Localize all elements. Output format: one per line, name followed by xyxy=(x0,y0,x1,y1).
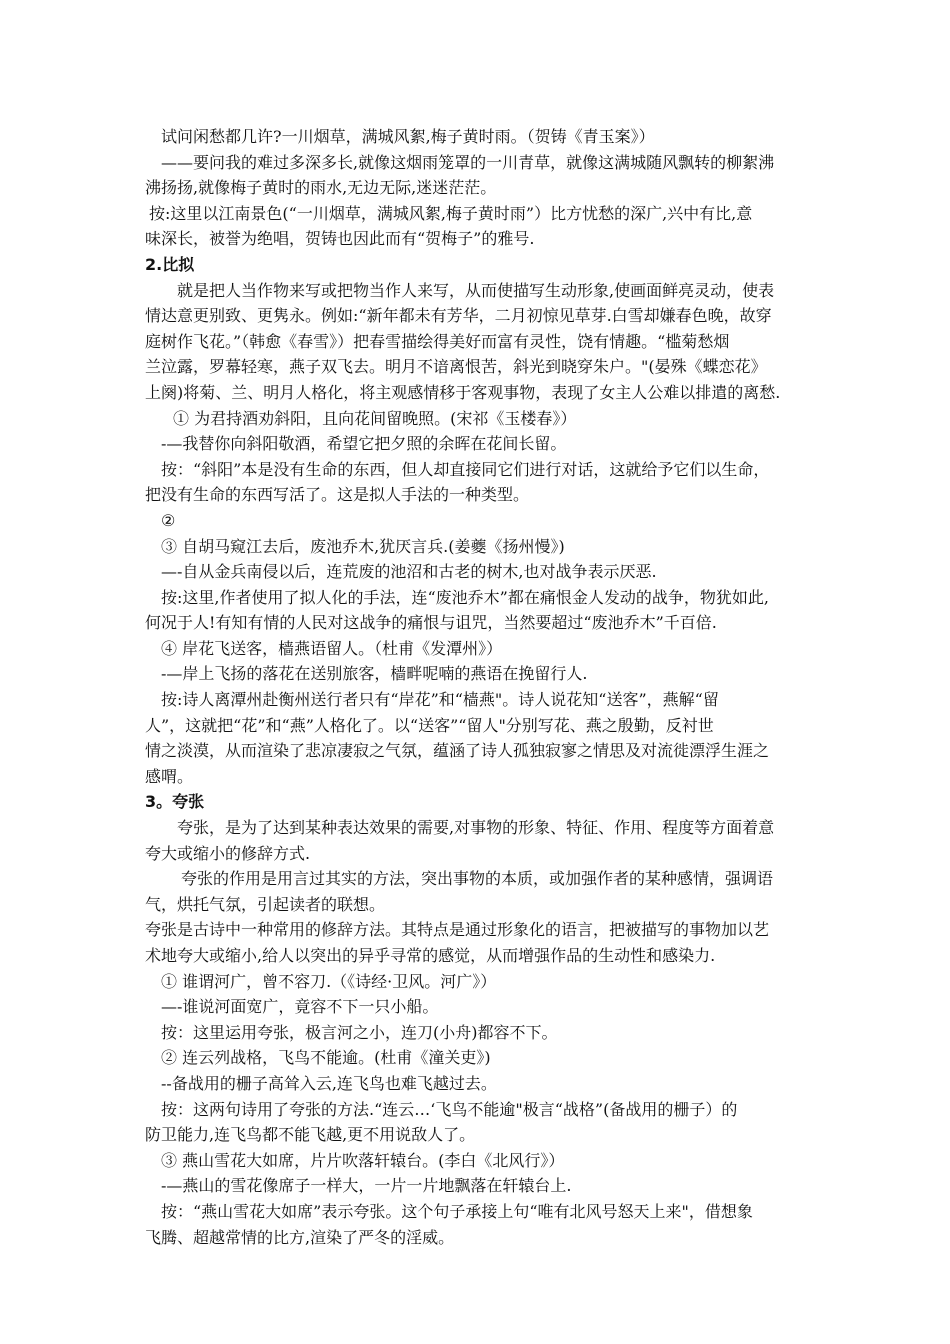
note-line: 按：这里运用夸张，极言河之小，连刀(小舟)都容不下。 xyxy=(161,1022,558,1042)
note-line: 味深长，被誉为绝唱，贺铸也因此而有“贺梅子”的雅号. xyxy=(145,229,535,249)
translation-line: —-谁说河面宽广，竟容不下一只小船。 xyxy=(161,997,439,1017)
body-line: 夸张的作用是用言过其实的方法，突出事物的本质，或加强作者的某种感情，强调语 xyxy=(181,869,774,889)
example-quote: ② 连云列战格，飞鸟不能逾。(杜甫《潼关吏》) xyxy=(161,1048,491,1068)
translation-line: -—岸上飞扬的落花在送别旅客，樯畔呢喃的燕语在挽留行人. xyxy=(161,664,588,684)
body-line: 夸张是古诗中一种常用的修辞方法。其特点是通过形象化的语言，把被描写的事物加以艺 xyxy=(145,920,770,940)
example-quote: ③ 自胡马窥江去后，废池乔木,犹厌言兵.(姜夔《扬州慢》) xyxy=(161,536,565,556)
body-line: 兰泣露，罗幕轻寒，燕子双飞去。明月不谙离恨苦，斜光到晓穿朱户。"(晏殊《蝶恋花》 xyxy=(145,357,767,377)
note-line: 按:这里,作者使用了拟人化的手法，连“废池乔木”都在痛恨金人发动的战争，物犹如此, xyxy=(161,587,769,607)
note-line: 按:诗人离潭州赴衡州送行者只有“岸花”和“樯燕"。诗人说花知“送客”，燕解“留 xyxy=(161,690,719,710)
note-line: 把没有生命的东西写活了。这是拟人手法的一种类型。 xyxy=(145,485,530,505)
body-line: 夸张，是为了达到某种表达效果的需要,对事物的形象、特征、作用、程度等方面着意 xyxy=(177,818,775,838)
section-heading-hyperbole: 3。夸张 xyxy=(145,792,205,812)
poem-quote-qingyuan: 试问闲愁都几许?一川烟草，满城风絮,梅子黄时雨。（贺铸《青玉案》） xyxy=(161,127,655,146)
note-line: 按：“斜阳”本是没有生命的东西，但人却直接同它们进行对话，这就给予它们以生命， xyxy=(161,459,770,479)
body-line: 庭树作飞花。”（韩愈《春雪》）把春雪描绘得美好而富有灵性，饶有情趣。“槛菊愁烟 xyxy=(145,331,730,351)
note-line: 按：这两句诗用了夸张的方法.“连云…‘飞鸟不能逾"极言“战格”(备战用的栅子）的 xyxy=(161,1099,738,1119)
note-line: 飞腾、超越常情的比方,渲染了严冬的淫威。 xyxy=(145,1227,455,1247)
example-quote: ④ 岸花飞送客，樯燕语留人。（杜甫《发潭州》） xyxy=(161,638,503,658)
section-heading-personification: 2.比拟 xyxy=(145,254,195,274)
body-line: 夸大或缩小的修辞方式. xyxy=(145,843,311,863)
document-page xyxy=(145,124,809,1250)
note-line: 按：“燕山雪花大如席”表示夸张。这个句子承接上句“唯有北风号怒天上来"，借想象 xyxy=(161,1201,753,1221)
translation-line: --备战用的栅子高耸入云,连飞鸟也难飞越过去。 xyxy=(161,1073,497,1093)
note-line: 按:这里以江南景色(“一川烟草，满城风絮,梅子黄时雨”）比方忧愁的深广,兴中有比,意 xyxy=(149,203,753,223)
note-line: 人”，这就把“花”和“燕”人格化了。以“送客”“留人"分别写花、燕之殷勤，反衬世 xyxy=(145,715,714,735)
translation-line: -—燕山的雪花像席子一样大，一片一片地飘落在轩辕台上. xyxy=(161,1176,572,1196)
translation-line: -—我替你向斜阳敬酒，希望它把夕照的余晖在花间长留。 xyxy=(161,434,567,454)
example-quote: ① 为君持酒劝斜阳，且向花间留晚照。(宋祁《玉楼春》） xyxy=(173,408,577,428)
example-quote: ③ 燕山雪花大如席，片片吹落轩辕台。(李白《北风行》） xyxy=(161,1150,565,1170)
translation-line: 沸扬扬,就像梅子黄时的雨水,无边无际,迷迷茫茫。 xyxy=(145,178,497,198)
note-line: 感喟。 xyxy=(145,766,194,786)
note-line: 何况于人!有知有情的人民对这战争的痛恨与诅咒，当然要超过“废池乔木”千百倍. xyxy=(145,613,717,633)
body-line: 术地夸大或缩小,给人以突出的异乎寻常的感觉，从而增强作品的生动性和感染力. xyxy=(145,946,716,965)
note-line: 情之淡漠，从而渲染了悲凉凄寂之气氛，蕴涵了诗人孤独寂寥之情思及对流徙漂浮生涯之 xyxy=(145,741,770,761)
example-quote: ② xyxy=(161,510,176,530)
body-line: 气，烘托气氛，引起读者的联想。 xyxy=(145,894,386,914)
body-line: 情达意更别致、更隽永。例如:“新年都未有芳华，二月初惊见草芽.白雪却嫌春色晚，故穿 xyxy=(145,306,772,326)
note-line: 防卫能力,连飞鸟都不能飞越,更不用说敌人了。 xyxy=(145,1125,476,1145)
body-line: 上阕)将菊、兰、明月人格化，将主观感情移于客观事物，表现了女主人公难以排遣的离愁. xyxy=(145,382,781,402)
translation-line: —-自从金兵南侵以后，连荒废的池沼和古老的树木,也对战争表示厌恶. xyxy=(161,562,657,582)
body-line: 就是把人当作物来写或把物当作人来写，从而使描写生动形象,使画面鲜亮灵动，使表 xyxy=(177,280,775,300)
example-quote: ① 谁谓河广，曾不容刀.（《诗经·卫风。河广》） xyxy=(161,971,497,991)
translation-line: ——要问我的难过多深多长,就像这烟雨笼罩的一川青草，就像这满城随风飘转的柳絮沸 xyxy=(161,152,775,172)
